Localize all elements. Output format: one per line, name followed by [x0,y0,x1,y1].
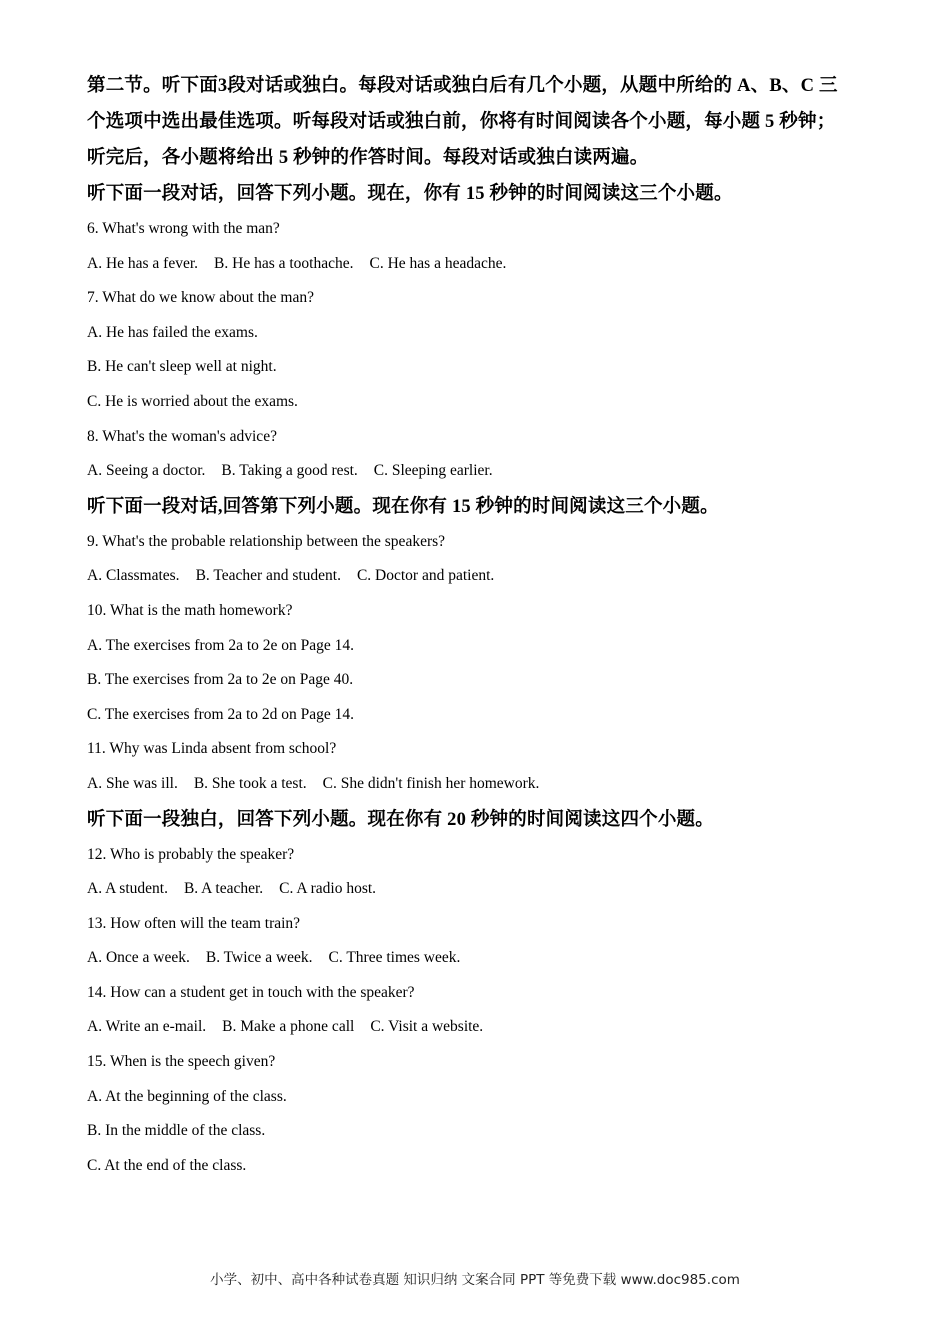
q12-option-b: B. A teacher. [183,880,264,898]
group3-heading: 听下面一段独白，回答下列小题。现在你有 20 秒钟的时间阅读这四个小题。 [87,809,714,830]
q7-option-c: C. He is worried about the exams. [87,392,298,410]
q11-option-c: C. She didn't finish her homework. [322,774,540,792]
q9-option-a: A. Classmates. [87,567,180,585]
q6-option-b: B. He has a toothache. [214,254,354,272]
question-14-options [87,1010,877,1045]
question-15: 15. When is the speech given? [87,1053,276,1071]
q8-option-b: B. Taking a good rest. [221,462,358,480]
group1-heading: 听下面一段对话，回答下列小题。现在，你有 15 秒钟的时间阅读这三个小题。 [87,184,733,204]
q6-option-a: A. He has a fever. [87,254,199,272]
q8-option-c: C. Sleeping earlier. [373,462,493,480]
question-14: 14. How can a student get in touch with the speaker? [87,983,415,1001]
q7-option-b: B. He can't sleep well at night. [87,358,277,376]
question-12-options [87,872,877,907]
document-body [87,68,877,1183]
q15-option-c: C. At the end of the class. [87,1156,247,1174]
page-footer: 小学、初中、高中各种试卷真题 知识归纳 文案合同 PPT 等免费下载 www.doc985.com [210,1272,740,1288]
q12-option-a: A. A student. [87,880,168,898]
question-8: 8. What's the woman's advice? [87,427,277,445]
question-6-options [87,247,877,282]
q9-option-c: C. Doctor and patient. [356,567,495,585]
q14-option-c: C. Visit a website. [370,1018,484,1036]
section-intro-line-2: 个选项中选出最佳选项。听每段对话或独白前，你将有时间阅读各个小题，每小题 5 秒钟； [87,112,836,132]
q11-option-a: A. She was ill. [87,774,178,792]
q12-option-c: C. A radio host. [279,880,377,898]
question-7: 7. What do we know about the man? [87,289,314,307]
q8-option-a: A. Seeing a doctor. [87,462,206,480]
group2-heading: 听下面一段对话,回答第下列小题。现在你有 15 秒钟的时间阅读这三个小题。 [87,496,719,517]
q6-option-c: C. He has a headache. [369,254,507,272]
q10-option-b: B. The exercises from 2a to 2e on Page 40. [87,671,354,689]
question-13: 13. How often will the team train? [87,914,301,932]
question-10: 10. What is the math homework? [87,601,293,619]
question-11: 11. Why was Linda absent from school? [87,740,337,758]
q7-option-a: A. He has failed the exams. [87,323,258,341]
q15-option-a: A. At the beginning of the class. [87,1087,287,1105]
section-intro-line-1: 第二节。听下面3段对话或独白。每段对话或独白后有几个小题，从题中所给的 A、B、C 三 [87,76,838,96]
q10-option-c: C. The exercises from 2a to 2d on Page 14. [87,705,355,723]
question-9: 9. What's the probable relationship between the speakers? [87,532,446,550]
q13-option-c: C. Three times week. [328,949,461,967]
q14-option-b: B. Make a phone call [222,1018,355,1036]
question-6: 6. What's wrong with the man? [87,220,280,237]
q13-option-b: B. Twice a week. [205,949,313,967]
question-8-options [87,454,877,489]
section-intro-line-3: 听完后，各小题将给出 5 秒钟的作答时间。每段对话或独白读两遍。 [87,148,649,168]
question-11-options [87,767,877,802]
question-9-options [87,559,877,594]
q15-option-b: B. In the middle of the class. [87,1122,266,1140]
q11-option-b: B. She took a test. [193,774,307,792]
q13-option-a: A. Once a week. [87,949,190,967]
question-12: 12. Who is probably the speaker? [87,845,295,863]
q9-option-b: B. Teacher and student. [195,567,341,585]
q10-option-a: A. The exercises from 2a to 2e on Page 14. [87,636,355,654]
question-13-options [87,941,877,976]
q14-option-a: A. Write an e-mail. [87,1018,207,1036]
